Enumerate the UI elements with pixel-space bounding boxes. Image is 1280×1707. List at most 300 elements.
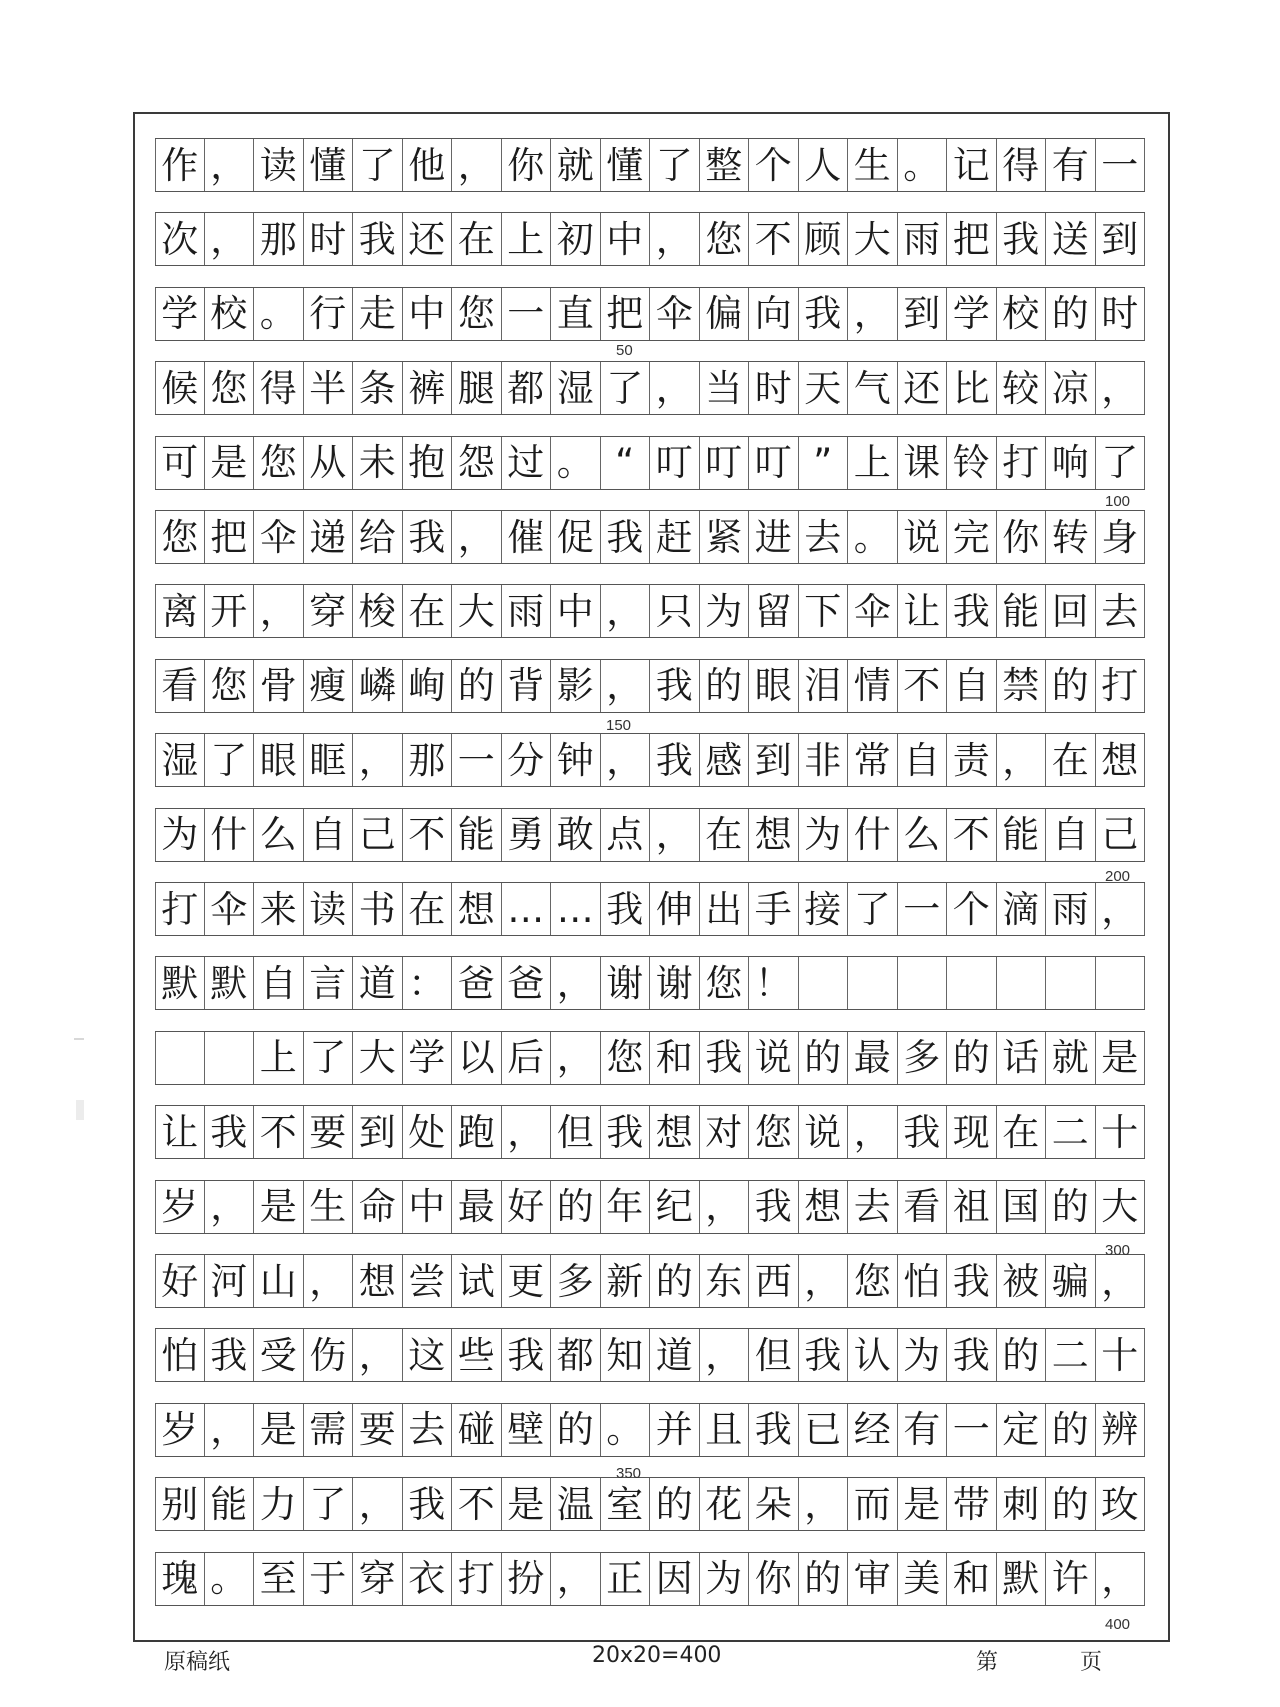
grid-cell: 么	[898, 809, 948, 861]
grid-cell: 要	[304, 1106, 354, 1158]
grid-cell: 。	[898, 139, 948, 191]
grid-cell: 处	[403, 1106, 453, 1158]
grid-cell: 您	[601, 1032, 651, 1084]
grid-cell: 给	[353, 511, 403, 563]
grid-cell: 了	[205, 734, 255, 786]
grid-cell: 我	[601, 1106, 651, 1158]
grid-cell: 的	[700, 660, 750, 712]
grid-cell	[1046, 957, 1096, 1009]
grid-cell: 在	[997, 1106, 1047, 1158]
grid-cell: ，	[601, 734, 651, 786]
grid-cell: 的	[799, 1553, 849, 1605]
grid-cell: 钟	[551, 734, 601, 786]
grid-cell: 湿	[155, 734, 205, 786]
grid-cell: ，	[205, 1404, 255, 1456]
grid-cell: 伤	[304, 1329, 354, 1381]
grid-cell: 去	[848, 1181, 898, 1233]
grid-cell: 中	[601, 213, 651, 265]
grid-cell: 可	[155, 437, 205, 489]
grid-cell: 较	[997, 362, 1047, 414]
grid-cell: 些	[452, 1329, 502, 1381]
grid-cell: 只	[650, 585, 700, 637]
grid-cell: 打	[997, 437, 1047, 489]
grid-cell: 想	[749, 809, 799, 861]
grid-cell: 叮	[650, 437, 700, 489]
grid-cell: 并	[650, 1404, 700, 1456]
grid-cell: 了	[353, 139, 403, 191]
grid-cell: 的	[997, 1329, 1047, 1381]
grid-cell: 校	[997, 288, 1047, 340]
grid-cell: 祖	[947, 1181, 997, 1233]
grid-cell: 滴	[997, 883, 1047, 935]
count-200: 200	[1105, 868, 1131, 885]
grid-cell: 大	[1096, 1181, 1146, 1233]
grid-cell: 打	[452, 1553, 502, 1605]
grid-cell: 时	[749, 362, 799, 414]
grid-cell: 峋	[403, 660, 453, 712]
grid-cell: 么	[254, 809, 304, 861]
grid-cell: 紧	[700, 511, 750, 563]
grid-cell: 眼	[749, 660, 799, 712]
grid-cell: 气	[848, 362, 898, 414]
grid-cell: ，	[1096, 883, 1146, 935]
grid-cell: 自	[898, 734, 948, 786]
grid-cell: 碰	[452, 1404, 502, 1456]
grid-cell: 常	[848, 734, 898, 786]
grid-cell	[997, 957, 1047, 1009]
grid-cell: 到	[749, 734, 799, 786]
manuscript-row	[155, 1031, 1145, 1085]
grid-cell: ，	[205, 1181, 255, 1233]
grid-cell: 您	[452, 288, 502, 340]
grid-cell: 且	[700, 1404, 750, 1456]
grid-cell: ，	[997, 734, 1047, 786]
grid-cell: 候	[155, 362, 205, 414]
grid-cell: 伞	[205, 883, 255, 935]
grid-cell: 敢	[551, 809, 601, 861]
manuscript-row	[155, 882, 1145, 936]
grid-cell	[1096, 957, 1146, 1009]
grid-cell: 来	[254, 883, 304, 935]
grid-cell: 都	[502, 362, 552, 414]
grid-cell: 。	[601, 1404, 651, 1456]
grid-cell: 我	[947, 585, 997, 637]
grid-cell: 打	[1096, 660, 1146, 712]
grid-cell: 有	[898, 1404, 948, 1456]
grid-cell: 。	[551, 437, 601, 489]
grid-cell: 而	[848, 1478, 898, 1530]
grid-cell: ，	[1096, 362, 1146, 414]
grid-cell: 话	[997, 1032, 1047, 1084]
grid-cell: 还	[898, 362, 948, 414]
grid-cell: 您	[749, 1106, 799, 1158]
grid-cell: ，	[205, 139, 255, 191]
grid-cell: 我	[650, 734, 700, 786]
grid-cell: 责	[947, 734, 997, 786]
grid-cell: 己	[1096, 809, 1146, 861]
grid-cell: 为	[700, 585, 750, 637]
manuscript-row	[155, 584, 1145, 638]
grid-cell: 至	[254, 1553, 304, 1605]
grid-cell: ，	[353, 734, 403, 786]
grid-cell: 那	[254, 213, 304, 265]
grid-cell: 他	[403, 139, 453, 191]
grid-cell: 分	[502, 734, 552, 786]
grid-cell: 偏	[700, 288, 750, 340]
grid-cell: 十	[1096, 1106, 1146, 1158]
grid-cell: 跑	[452, 1106, 502, 1158]
grid-cell: ，	[1096, 1255, 1146, 1307]
grid-cell: 向	[749, 288, 799, 340]
grid-cell: 读	[304, 883, 354, 935]
grid-cell: ！	[749, 957, 799, 1009]
grid-cell: 在	[403, 585, 453, 637]
grid-cell: 一	[1096, 139, 1146, 191]
grid-cell: ，	[254, 585, 304, 637]
grid-cell: ，	[848, 1106, 898, 1158]
grid-cell: 记	[947, 139, 997, 191]
grid-cell: 不	[898, 660, 948, 712]
grid-cell: 力	[254, 1478, 304, 1530]
grid-cell: 半	[304, 362, 354, 414]
scan-mark	[74, 1038, 84, 1040]
grid-cell: 新	[601, 1255, 651, 1307]
manuscript-row	[155, 1254, 1145, 1308]
grid-cell: 怕	[898, 1255, 948, 1307]
grid-cell	[155, 1032, 205, 1084]
grid-cell: 都	[551, 1329, 601, 1381]
grid-cell: 。	[254, 288, 304, 340]
grid-cell: 已	[799, 1404, 849, 1456]
grid-cell: 您	[205, 660, 255, 712]
grid-cell: 点	[601, 809, 651, 861]
grid-cell: 因	[650, 1553, 700, 1605]
grid-cell: 行	[304, 288, 354, 340]
grid-cell: 能	[997, 585, 1047, 637]
footer-paper-type: 原稿纸	[164, 1650, 231, 1675]
grid-cell: 到	[1096, 213, 1146, 265]
grid-cell: 能	[997, 809, 1047, 861]
footer-page-suffix: 页	[1080, 1650, 1103, 1675]
grid-cell: 抱	[403, 437, 453, 489]
grid-cell: 禁	[997, 660, 1047, 712]
grid-cell: 不	[749, 213, 799, 265]
grid-cell: ，	[799, 1255, 849, 1307]
grid-cell: 二	[1046, 1329, 1096, 1381]
manuscript-row	[155, 659, 1145, 713]
grid-cell: 时	[304, 213, 354, 265]
grid-cell: 身	[1096, 511, 1146, 563]
grid-cell: 情	[848, 660, 898, 712]
grid-cell: 默	[155, 957, 205, 1009]
grid-cell: 一	[502, 288, 552, 340]
grid-cell: 自	[304, 809, 354, 861]
count-400: 400	[1105, 1616, 1131, 1633]
grid-cell: 能	[452, 809, 502, 861]
grid-cell: 有	[1046, 139, 1096, 191]
manuscript-row	[155, 510, 1145, 564]
grid-cell: 是	[254, 1181, 304, 1233]
grid-cell: 到	[898, 288, 948, 340]
grid-cell: 接	[799, 883, 849, 935]
grid-cell	[848, 957, 898, 1009]
grid-cell: 你	[502, 139, 552, 191]
grid-cell: 说	[799, 1106, 849, 1158]
grid-cell: 扮	[502, 1553, 552, 1605]
grid-cell: 把	[205, 511, 255, 563]
grid-cell: 转	[1046, 511, 1096, 563]
grid-cell: 怕	[155, 1329, 205, 1381]
grid-cell: 的	[1046, 1181, 1096, 1233]
grid-cell: 道	[353, 957, 403, 1009]
grid-cell: 的	[452, 660, 502, 712]
count-50: 50	[616, 342, 633, 359]
grid-cell: …	[502, 883, 552, 935]
grid-cell: 勇	[502, 809, 552, 861]
grid-cell: 伞	[848, 585, 898, 637]
grid-cell: 了	[650, 139, 700, 191]
grid-cell: 了	[601, 362, 651, 414]
grid-cell	[898, 957, 948, 1009]
grid-cell: 叮	[749, 437, 799, 489]
grid-cell: 谢	[601, 957, 651, 1009]
grid-cell: 更	[502, 1255, 552, 1307]
grid-cell: ”	[799, 437, 849, 489]
grid-cell: 在	[452, 213, 502, 265]
grid-cell: 的	[1046, 288, 1096, 340]
grid-cell: ，	[452, 139, 502, 191]
grid-cell: 懂	[304, 139, 354, 191]
grid-cell: 就	[551, 139, 601, 191]
grid-cell: 审	[848, 1553, 898, 1605]
grid-cell: 是	[205, 437, 255, 489]
grid-cell: 想	[452, 883, 502, 935]
grid-cell: 您	[848, 1255, 898, 1307]
grid-cell: 在	[403, 883, 453, 935]
grid-cell: 您	[254, 437, 304, 489]
manuscript-row	[155, 1477, 1145, 1531]
grid-cell: 想	[353, 1255, 403, 1307]
grid-cell: 穿	[304, 585, 354, 637]
grid-cell: 河	[205, 1255, 255, 1307]
grid-cell: 直	[551, 288, 601, 340]
grid-cell: 你	[997, 511, 1047, 563]
grid-cell: 打	[155, 883, 205, 935]
grid-cell: 伞	[650, 288, 700, 340]
grid-cell: 骗	[1046, 1255, 1096, 1307]
grid-cell: 校	[205, 288, 255, 340]
grid-cell: 回	[1046, 585, 1096, 637]
grid-cell: ：	[403, 957, 453, 1009]
grid-cell: 许	[1046, 1553, 1096, 1605]
grid-cell: 看	[898, 1181, 948, 1233]
grid-cell: 我	[650, 660, 700, 712]
grid-cell: 学	[155, 288, 205, 340]
grid-cell: 。	[205, 1553, 255, 1605]
grid-cell: 想	[1096, 734, 1146, 786]
grid-cell: 不	[947, 809, 997, 861]
grid-cell: 自	[1046, 809, 1096, 861]
grid-cell: 当	[700, 362, 750, 414]
manuscript-row	[155, 1328, 1145, 1382]
grid-cell: 这	[403, 1329, 453, 1381]
grid-cell: 山	[254, 1255, 304, 1307]
grid-cell: 书	[353, 883, 403, 935]
grid-cell: 裤	[403, 362, 453, 414]
grid-cell: 的	[1046, 660, 1096, 712]
grid-cell: ，	[551, 1553, 601, 1605]
grid-cell: 穿	[353, 1553, 403, 1605]
grid-cell: 促	[551, 511, 601, 563]
grid-cell: 读	[254, 139, 304, 191]
grid-cell: 于	[304, 1553, 354, 1605]
grid-cell: 说	[898, 511, 948, 563]
grid-cell: …	[551, 883, 601, 935]
grid-cell: 为	[700, 1553, 750, 1605]
grid-cell: 多	[551, 1255, 601, 1307]
grid-cell: 我	[898, 1106, 948, 1158]
grid-cell: 默	[997, 1553, 1047, 1605]
grid-cell: 凉	[1046, 362, 1096, 414]
grid-cell: 大	[452, 585, 502, 637]
grid-cell: 瑰	[155, 1553, 205, 1605]
grid-cell: 要	[353, 1404, 403, 1456]
grid-cell: 雨	[502, 585, 552, 637]
grid-cell: ，	[601, 660, 651, 712]
grid-cell: 整	[700, 139, 750, 191]
grid-cell: ，	[700, 1181, 750, 1233]
grid-cell: 泪	[799, 660, 849, 712]
grid-cell: 开	[205, 585, 255, 637]
manuscript-row	[155, 361, 1145, 415]
grid-cell	[947, 957, 997, 1009]
grid-cell: 去	[1096, 585, 1146, 637]
grid-cell: 多	[898, 1032, 948, 1084]
grid-cell: 赶	[650, 511, 700, 563]
grid-cell: 看	[155, 660, 205, 712]
grid-cell: 您	[700, 957, 750, 1009]
grid-cell: 上	[502, 213, 552, 265]
grid-cell: ，	[353, 1329, 403, 1381]
grid-cell: 我	[997, 213, 1047, 265]
manuscript-row	[155, 1403, 1145, 1457]
grid-cell: 我	[799, 1329, 849, 1381]
grid-cell: 室	[601, 1478, 651, 1530]
grid-cell: 认	[848, 1329, 898, 1381]
grid-cell: 的	[650, 1478, 700, 1530]
grid-cell: 己	[353, 809, 403, 861]
grid-cell: 叮	[700, 437, 750, 489]
footer-page-label: 第	[976, 1650, 999, 1675]
grid-cell: 伞	[254, 511, 304, 563]
grid-cell: 懂	[601, 139, 651, 191]
grid-cell: 好	[502, 1181, 552, 1233]
grid-cell: 爸	[502, 957, 552, 1009]
grid-cell: 出	[700, 883, 750, 935]
grid-cell: 把	[947, 213, 997, 265]
grid-cell: 最	[452, 1181, 502, 1233]
grid-cell: ，	[650, 362, 700, 414]
grid-cell: 道	[650, 1329, 700, 1381]
grid-cell: ，	[700, 1329, 750, 1381]
grid-cell: 是	[254, 1404, 304, 1456]
grid-cell: 我	[700, 1032, 750, 1084]
grid-cell: 学	[403, 1032, 453, 1084]
grid-cell: 大	[848, 213, 898, 265]
grid-cell: 最	[848, 1032, 898, 1084]
grid-cell: 的	[799, 1032, 849, 1084]
grid-cell: 。	[848, 511, 898, 563]
grid-cell: 花	[700, 1478, 750, 1530]
grid-cell: 骨	[254, 660, 304, 712]
grid-cell: 生	[304, 1181, 354, 1233]
grid-cell: 响	[1046, 437, 1096, 489]
grid-cell: 正	[601, 1553, 651, 1605]
grid-cell: 说	[749, 1032, 799, 1084]
grid-cell: 大	[353, 1032, 403, 1084]
grid-cell: 手	[749, 883, 799, 935]
grid-cell: 辨	[1096, 1404, 1146, 1456]
grid-cell: 比	[947, 362, 997, 414]
grid-cell: 怨	[452, 437, 502, 489]
grid-cell: 中	[551, 585, 601, 637]
grid-cell: 衣	[403, 1553, 453, 1605]
grid-cell: ，	[650, 213, 700, 265]
grid-cell: 了	[304, 1032, 354, 1084]
grid-cell: 言	[304, 957, 354, 1009]
grid-cell: 为	[155, 809, 205, 861]
grid-cell: 和	[650, 1032, 700, 1084]
grid-cell: 能	[205, 1478, 255, 1530]
grid-cell: 在	[700, 809, 750, 861]
grid-cell: ，	[502, 1106, 552, 1158]
grid-cell: 雨	[898, 213, 948, 265]
grid-cell: 试	[452, 1255, 502, 1307]
grid-cell: 纪	[650, 1181, 700, 1233]
grid-cell: 自	[947, 660, 997, 712]
grid-cell: 朵	[749, 1478, 799, 1530]
grid-cell	[799, 957, 849, 1009]
grid-cell: 一	[452, 734, 502, 786]
grid-cell: 去	[403, 1404, 453, 1456]
grid-cell: 不	[254, 1106, 304, 1158]
grid-cell: 次	[155, 213, 205, 265]
grid-cell: 后	[502, 1032, 552, 1084]
grid-cell: 以	[452, 1032, 502, 1084]
grid-cell: 送	[1046, 213, 1096, 265]
grid-cell: 但	[749, 1329, 799, 1381]
grid-cell: 雨	[1046, 883, 1096, 935]
grid-cell: 尝	[403, 1255, 453, 1307]
grid-cell: 留	[749, 585, 799, 637]
grid-cell: 眶	[304, 734, 354, 786]
grid-cell: 完	[947, 511, 997, 563]
grid-cell: 了	[1096, 437, 1146, 489]
grid-cell: 影	[551, 660, 601, 712]
grid-cell: 带	[947, 1478, 997, 1530]
grid-cell: 学	[947, 288, 997, 340]
manuscript-row	[155, 956, 1145, 1010]
grid-cell: 爸	[452, 957, 502, 1009]
grid-cell: 我	[601, 883, 651, 935]
manuscript-row	[155, 733, 1145, 787]
grid-cell: 现	[947, 1106, 997, 1158]
grid-cell: 什	[848, 809, 898, 861]
grid-cell: 让	[155, 1106, 205, 1158]
grid-cell: 是	[502, 1478, 552, 1530]
grid-cell: 那	[403, 734, 453, 786]
grid-cell: 在	[1046, 734, 1096, 786]
